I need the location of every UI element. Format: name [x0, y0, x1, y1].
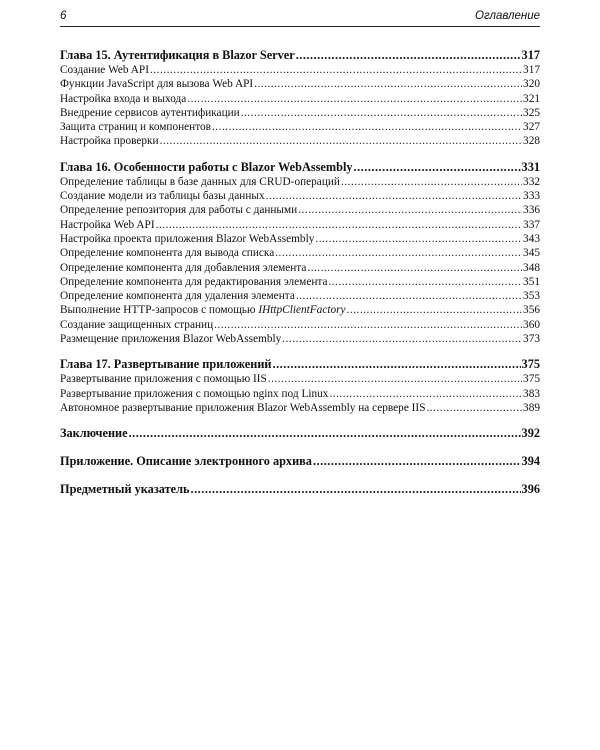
toc-page-number: 351 — [523, 275, 540, 288]
table-of-contents — [60, 47, 540, 497]
toc-entry-title: Определение компонента для вывода списка — [60, 247, 275, 260]
toc-entry[interactable] — [60, 372, 540, 386]
toc-page-number: 373 — [523, 333, 540, 346]
toc-entry-title: Настройка проекта приложения Blazor WebAssembly — [60, 232, 315, 245]
toc-entry[interactable] — [60, 261, 540, 275]
dot-leader — [150, 63, 522, 77]
toc-entry-title: Определение компонента для удаления элемента — [60, 290, 295, 303]
header-section-title: Оглавление — [475, 10, 540, 22]
toc-entry-title: Развертывание приложения с помощью nginx под Linux — [60, 387, 329, 400]
toc-page-number: 383 — [523, 387, 540, 400]
toc-entry-title: Определение таблицы в базе данных для CRUD-операций — [60, 175, 340, 188]
dot-leader — [347, 303, 523, 317]
dot-leader — [328, 275, 522, 289]
toc-entry-title: Заключение — [60, 426, 128, 441]
dot-leader — [266, 189, 522, 203]
toc-entry[interactable] — [60, 332, 540, 346]
toc-entry[interactable] — [60, 134, 540, 148]
toc-page-number: 317 — [521, 48, 540, 62]
toc-page-number: 360 — [523, 318, 540, 331]
toc-entry-title: Выполнение HTTP-запросов с помощью IHttpClientFactory — [60, 304, 346, 317]
toc-page-number: 356 — [523, 304, 540, 317]
toc-entry-title: Автономное развертывание приложения Blazor WebAssembly на сервере IIS — [60, 401, 426, 414]
toc-page-number: 336 — [523, 204, 540, 217]
toc-entry-title: Функции JavaScript для вызова Web API — [60, 78, 254, 91]
toc-entry[interactable] — [60, 106, 540, 120]
toc-entry[interactable] — [60, 401, 540, 415]
toc-page-number: 345 — [523, 247, 540, 260]
toc-entry[interactable] — [60, 189, 540, 203]
toc-entry[interactable] — [60, 218, 540, 232]
toc-entry[interactable] — [60, 318, 540, 332]
toc-entry-title: Настройка проверки — [60, 135, 159, 148]
toc-page-number: 327 — [523, 121, 540, 134]
dot-leader — [275, 246, 522, 260]
toc-page-number: 317 — [523, 64, 540, 76]
toc-entry-title-italic: IHttpClientFactory — [258, 304, 346, 317]
toc-entry-title: Глава 16. Особенности работы с Blazor WebAssembly — [60, 159, 353, 174]
toc-chapter — [60, 47, 540, 149]
toc-entry[interactable] — [60, 289, 540, 303]
dot-leader — [268, 372, 522, 386]
toc-heading[interactable] — [60, 356, 540, 372]
toc-heading[interactable] — [60, 159, 540, 175]
toc-entry-title: Глава 15. Аутентификация в Blazor Server — [60, 48, 295, 62]
toc-chapter — [60, 159, 540, 347]
toc-entry-title: Глава 17. Развертывание приложений — [60, 357, 272, 372]
dot-leader — [187, 92, 522, 106]
toc-heading[interactable] — [60, 453, 540, 469]
dot-leader — [354, 159, 521, 175]
toc-page-number: 337 — [523, 218, 540, 231]
toc-entry-title: Определение компонента для добавления элемента — [60, 261, 307, 274]
dot-leader — [315, 232, 522, 246]
toc-page-number: 320 — [523, 78, 540, 91]
toc-page-number: 375 — [523, 373, 540, 386]
dot-leader — [212, 120, 522, 134]
toc-page-number: 375 — [521, 357, 540, 372]
toc-entry[interactable] — [60, 275, 540, 289]
dot-leader — [307, 261, 522, 275]
toc-page-number: 389 — [523, 401, 540, 414]
toc-entry-title: Защита страниц и компонентов — [60, 121, 211, 134]
dot-leader — [214, 318, 522, 332]
toc-entry[interactable] — [60, 175, 540, 189]
toc-entry[interactable] — [60, 77, 540, 91]
toc-page-number: 392 — [521, 426, 540, 441]
toc-heading[interactable] — [60, 47, 540, 63]
dot-leader — [296, 47, 521, 63]
toc-heading[interactable] — [60, 425, 540, 441]
dot-leader — [282, 332, 522, 346]
toc-page-number: 348 — [523, 261, 540, 274]
toc-entry-title: Размещение приложения Blazor WebAssembly — [60, 333, 282, 346]
dot-leader — [329, 387, 522, 401]
toc-entry-title: Настройка входа и выхода — [60, 92, 187, 105]
toc-entry-title: Создание Web API — [60, 64, 149, 76]
running-header — [60, 8, 540, 27]
toc-chapter — [60, 356, 540, 415]
toc-entry[interactable] — [60, 92, 540, 106]
dot-leader — [191, 481, 521, 497]
toc-standalone-section — [60, 425, 540, 441]
toc-entry[interactable] — [60, 246, 540, 260]
toc-page-number: 325 — [523, 106, 540, 119]
dot-leader — [156, 218, 522, 232]
toc-page-number: 353 — [523, 290, 540, 303]
toc-page-number: 321 — [523, 92, 540, 105]
toc-entry[interactable] — [60, 203, 540, 217]
toc-entry-title: Развертывание приложения с помощью IIS — [60, 373, 267, 386]
dot-leader — [313, 453, 521, 469]
dot-leader — [298, 203, 522, 217]
toc-standalone-section — [60, 453, 540, 469]
toc-heading[interactable] — [60, 481, 540, 497]
toc-page-number: 328 — [523, 135, 540, 148]
page — [60, 8, 540, 509]
dot-leader — [296, 289, 522, 303]
toc-entry[interactable] — [60, 303, 540, 317]
toc-page-number: 332 — [523, 175, 540, 188]
toc-entry[interactable] — [60, 387, 540, 401]
toc-entry[interactable] — [60, 63, 540, 77]
toc-page-number: 333 — [523, 190, 540, 203]
toc-entry[interactable] — [60, 232, 540, 246]
toc-entry-title: Создание модели из таблицы базы данных — [60, 190, 265, 203]
toc-entry-title: Приложение. Описание электронного архива — [60, 454, 312, 469]
toc-page-number: 343 — [523, 232, 540, 245]
toc-entry-title: Предметный указатель — [60, 482, 190, 497]
dot-leader — [426, 401, 522, 415]
toc-entry-title: Создание защищенных страниц — [60, 318, 214, 331]
toc-entry-title: Определение репозитория для работы с данными — [60, 204, 298, 217]
dot-leader — [341, 175, 522, 189]
toc-entry-title: Внедрение сервисов аутентификации — [60, 106, 240, 119]
toc-page-number: 396 — [521, 482, 540, 497]
toc-page-number: 331 — [521, 159, 540, 174]
dot-leader — [160, 134, 522, 148]
toc-entry[interactable] — [60, 120, 540, 134]
dot-leader — [129, 425, 521, 441]
dot-leader — [254, 77, 522, 91]
toc-page-number: 394 — [521, 454, 540, 469]
dot-leader — [273, 356, 521, 372]
toc-standalone-section — [60, 481, 540, 497]
dot-leader — [241, 106, 522, 120]
header-page-number: 6 — [60, 10, 67, 22]
toc-entry-title: Определение компонента для редактирования элемента — [60, 275, 328, 288]
toc-entry-title: Настройка Web API — [60, 218, 155, 231]
